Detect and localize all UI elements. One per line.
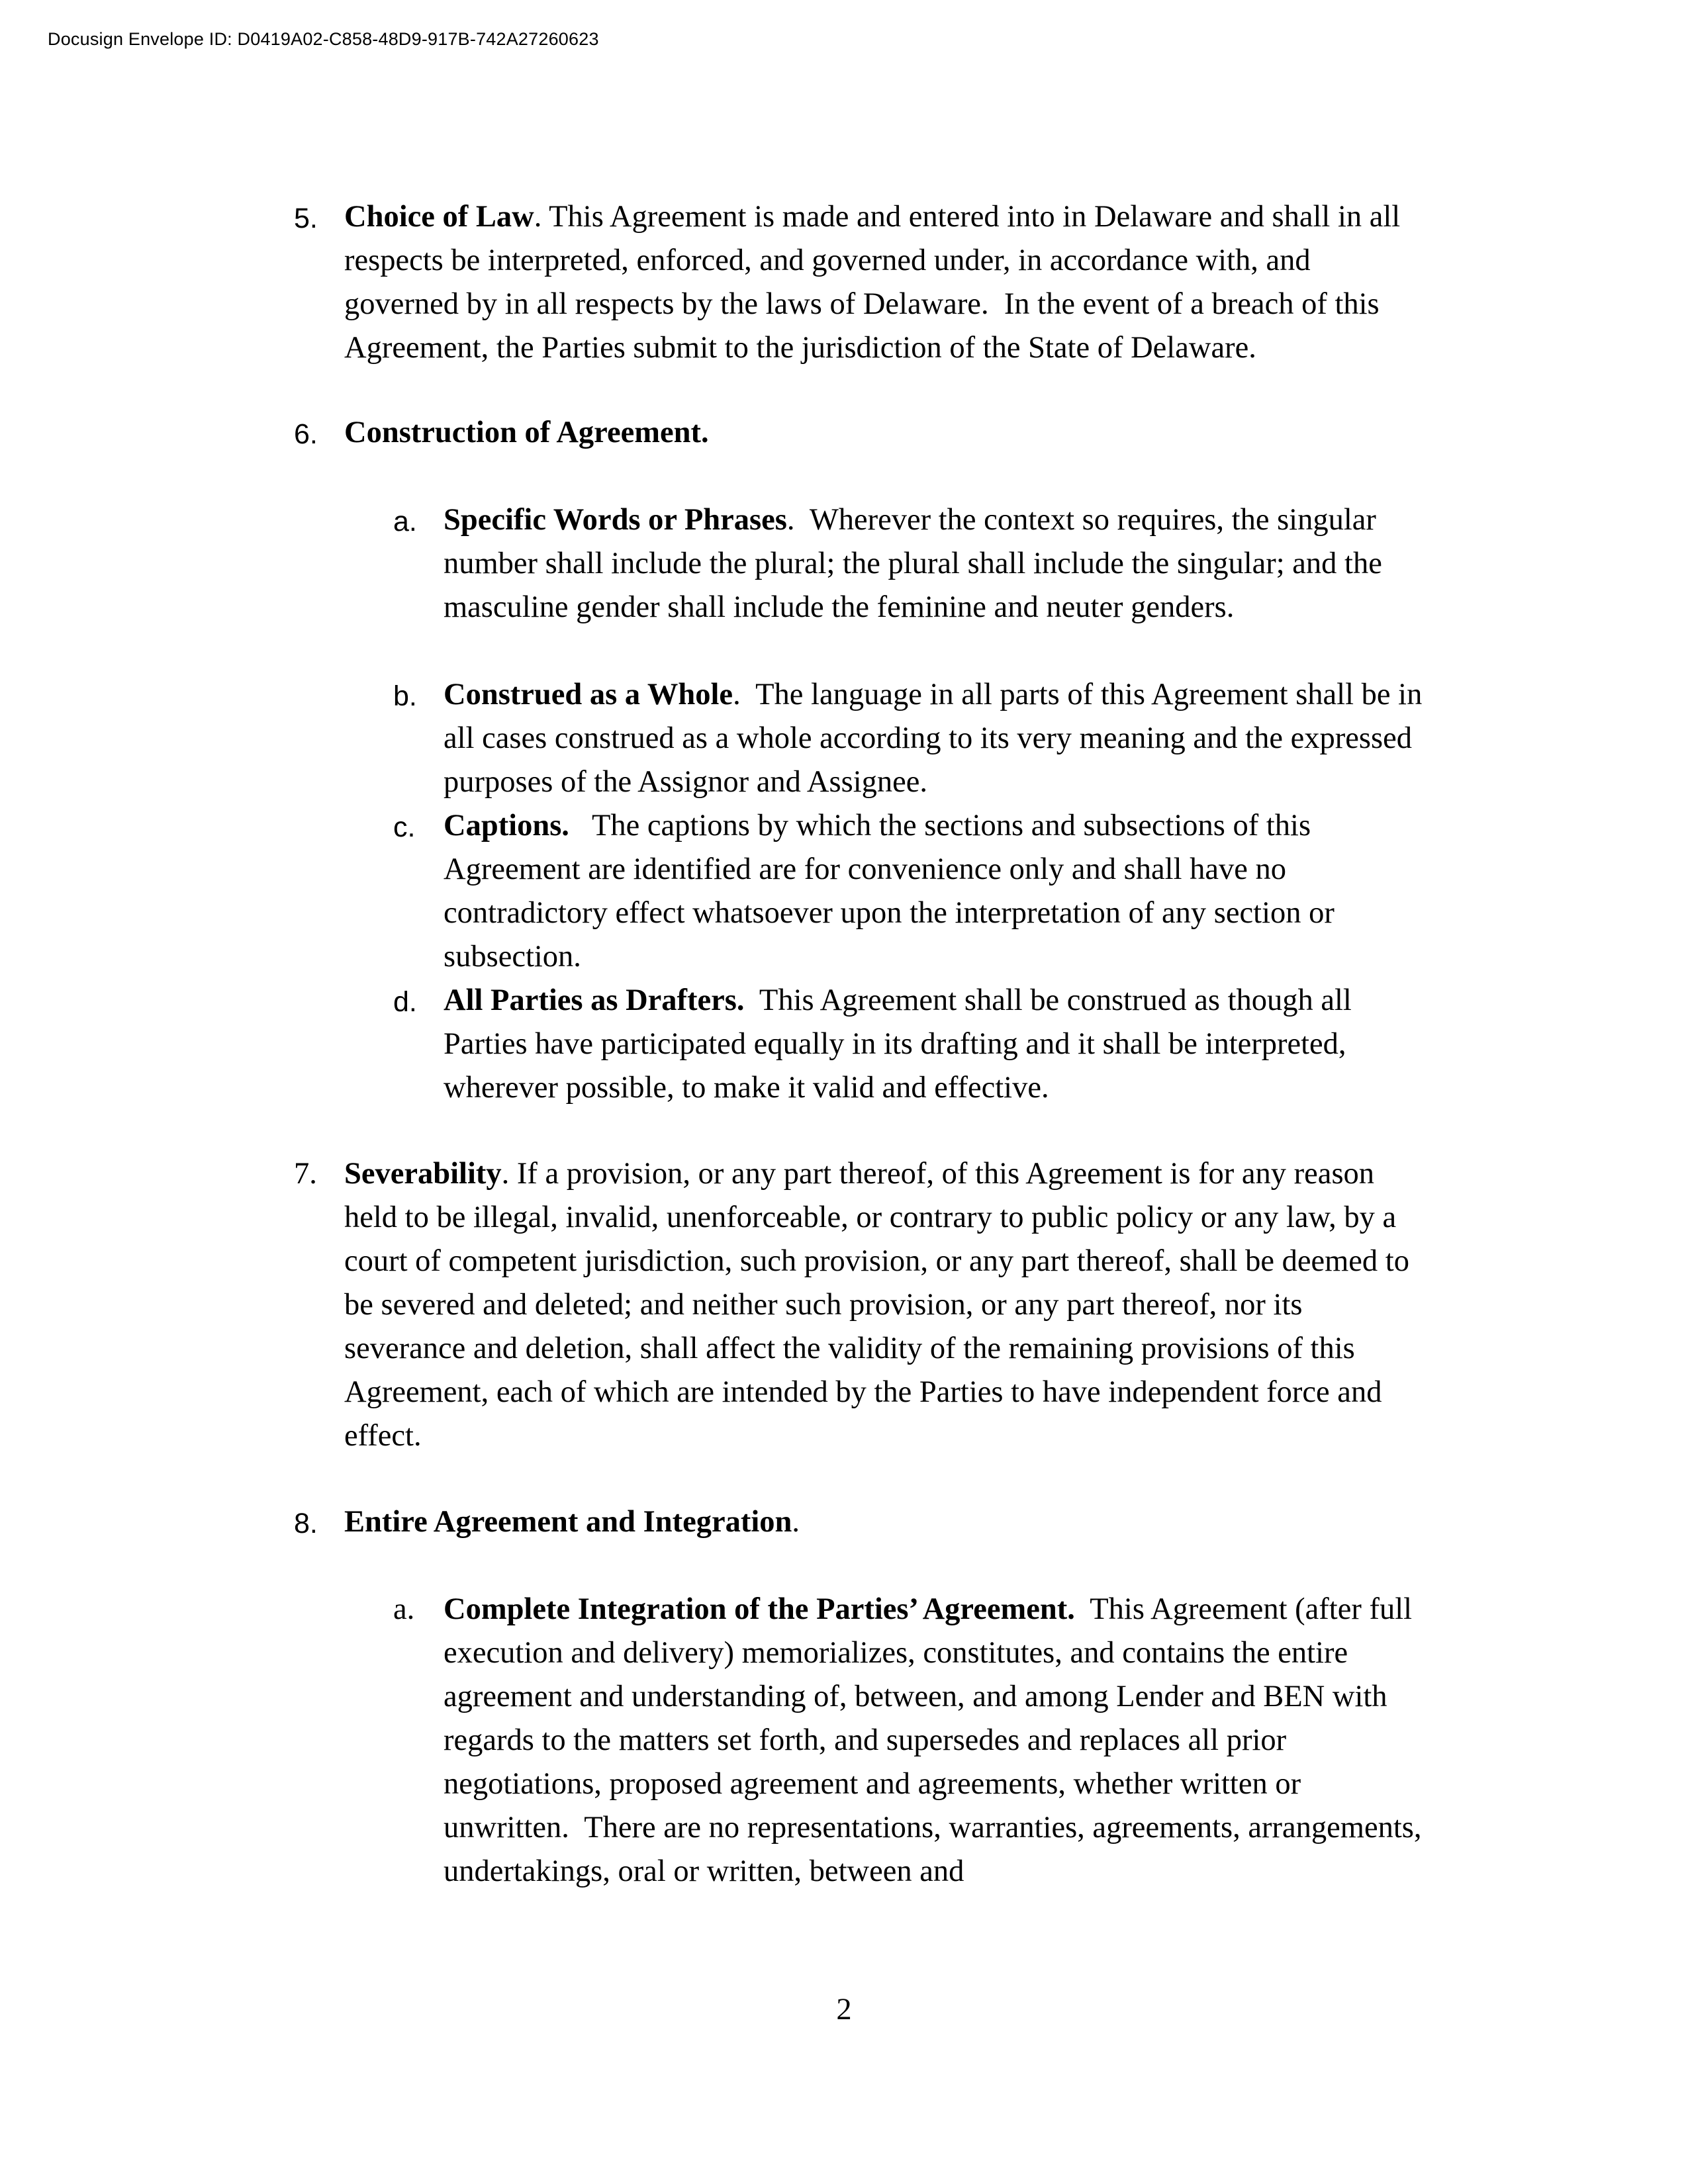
subsection-heading: All Parties as Drafters. [444,983,745,1017]
section-body: . If a provision, or any part thereof, of this Agreement is for any reason held to be illegal, invalid, unenforceable, or contrary to public policy or any law, by a court of competent jurisdiction, such provision, or any part thereof, shall be deemed to be severed and deleted; and neither such provision, or any part thereof, nor its severance and deletion, shall affect the validity of the remaining provisions of this Agreement, each of which are intended by the Parties to have independent force and effect. [344,1157,1417,1453]
section-heading: Severability [344,1157,502,1191]
subsection-body: The captions by which the sections and subsections of this Agreement are identified are for convenience only and shall have no contradictory effect whatsoever upon the interpretation of any section or subsection. [444,809,1342,974]
section-heading-text: Construction of Agreement. [344,416,709,449]
subsection-body: This Agreement (after full execution and delivery) memorializes, constitutes, and contains the entire agreement and understanding of, between, and among Lender and BEN with regards to the matters set forth, and supersedes and replaces all prior negotiations, proposed agreement and agreements, whether written or unwritten. There are no representations, warranties, agreements, arrangements, undertakings, oral or written, between and [444,1592,1430,1888]
subsection-letter: d. [393,986,417,1018]
subsection-heading: Complete Integration of the Parties’ Agreement. [444,1592,1075,1626]
section-heading [344,411,1430,455]
subsection-body: . The language in all parts of this Agreement shall be in all cases construed as a whole according to its very meaning and the expressed purposes of the Assignor and Assignee. [444,678,1430,799]
subsection-letter: b. [393,680,417,712]
section-text [344,195,1430,370]
subsection-heading: Construed as a Whole [444,678,733,711]
section-number: 6. [294,418,318,450]
subsection-text [444,804,1423,979]
subsection-letter: a. [393,1592,415,1626]
subsection-text [444,979,1423,1110]
section-heading: Choice of Law [344,200,534,234]
page-number: 2 [836,1993,852,2026]
section-number: 8. [294,1508,318,1539]
subsection-text [444,498,1423,629]
section-number: 5. [294,203,318,234]
subsection-heading: Captions. [444,809,569,842]
section-number: 7. [294,1157,317,1191]
subsection-body: . Wherever the context so requires, the singular number shall include the plural; the plural shall include the singular; and the masculine gender shall include the feminine and neuter genders. [444,503,1390,624]
subsection-letter: c. [393,811,416,843]
section-heading-suffix: . [792,1505,800,1539]
subsection-letter: a. [393,506,417,537]
subsection-text [444,673,1430,804]
section-text [344,1152,1430,1458]
section-body: . This Agreement is made and entered into in Delaware and shall in all respects be interpreted, enforced, and governed under, in accordance with, and governed by in all respects by the laws of Delaware. In the event of a breach of this Agreement, the Parties submit to the jurisdiction of the State of Delaware. [344,200,1408,365]
subsection-text [444,1588,1433,1893]
docusign-envelope-id: Docusign Envelope ID: D0419A02-C858-48D9-917B-742A27260623 [48,29,599,49]
section-heading-text: Entire Agreement and Integration [344,1505,792,1539]
subsection-heading: Specific Words or Phrases [444,503,787,537]
section-heading [344,1500,1430,1544]
subsection-body: This Agreement shall be construed as though all Parties have participated equally in its drafting and it shall be interpreted, wherever possible, to make it valid and effective. [444,983,1360,1105]
